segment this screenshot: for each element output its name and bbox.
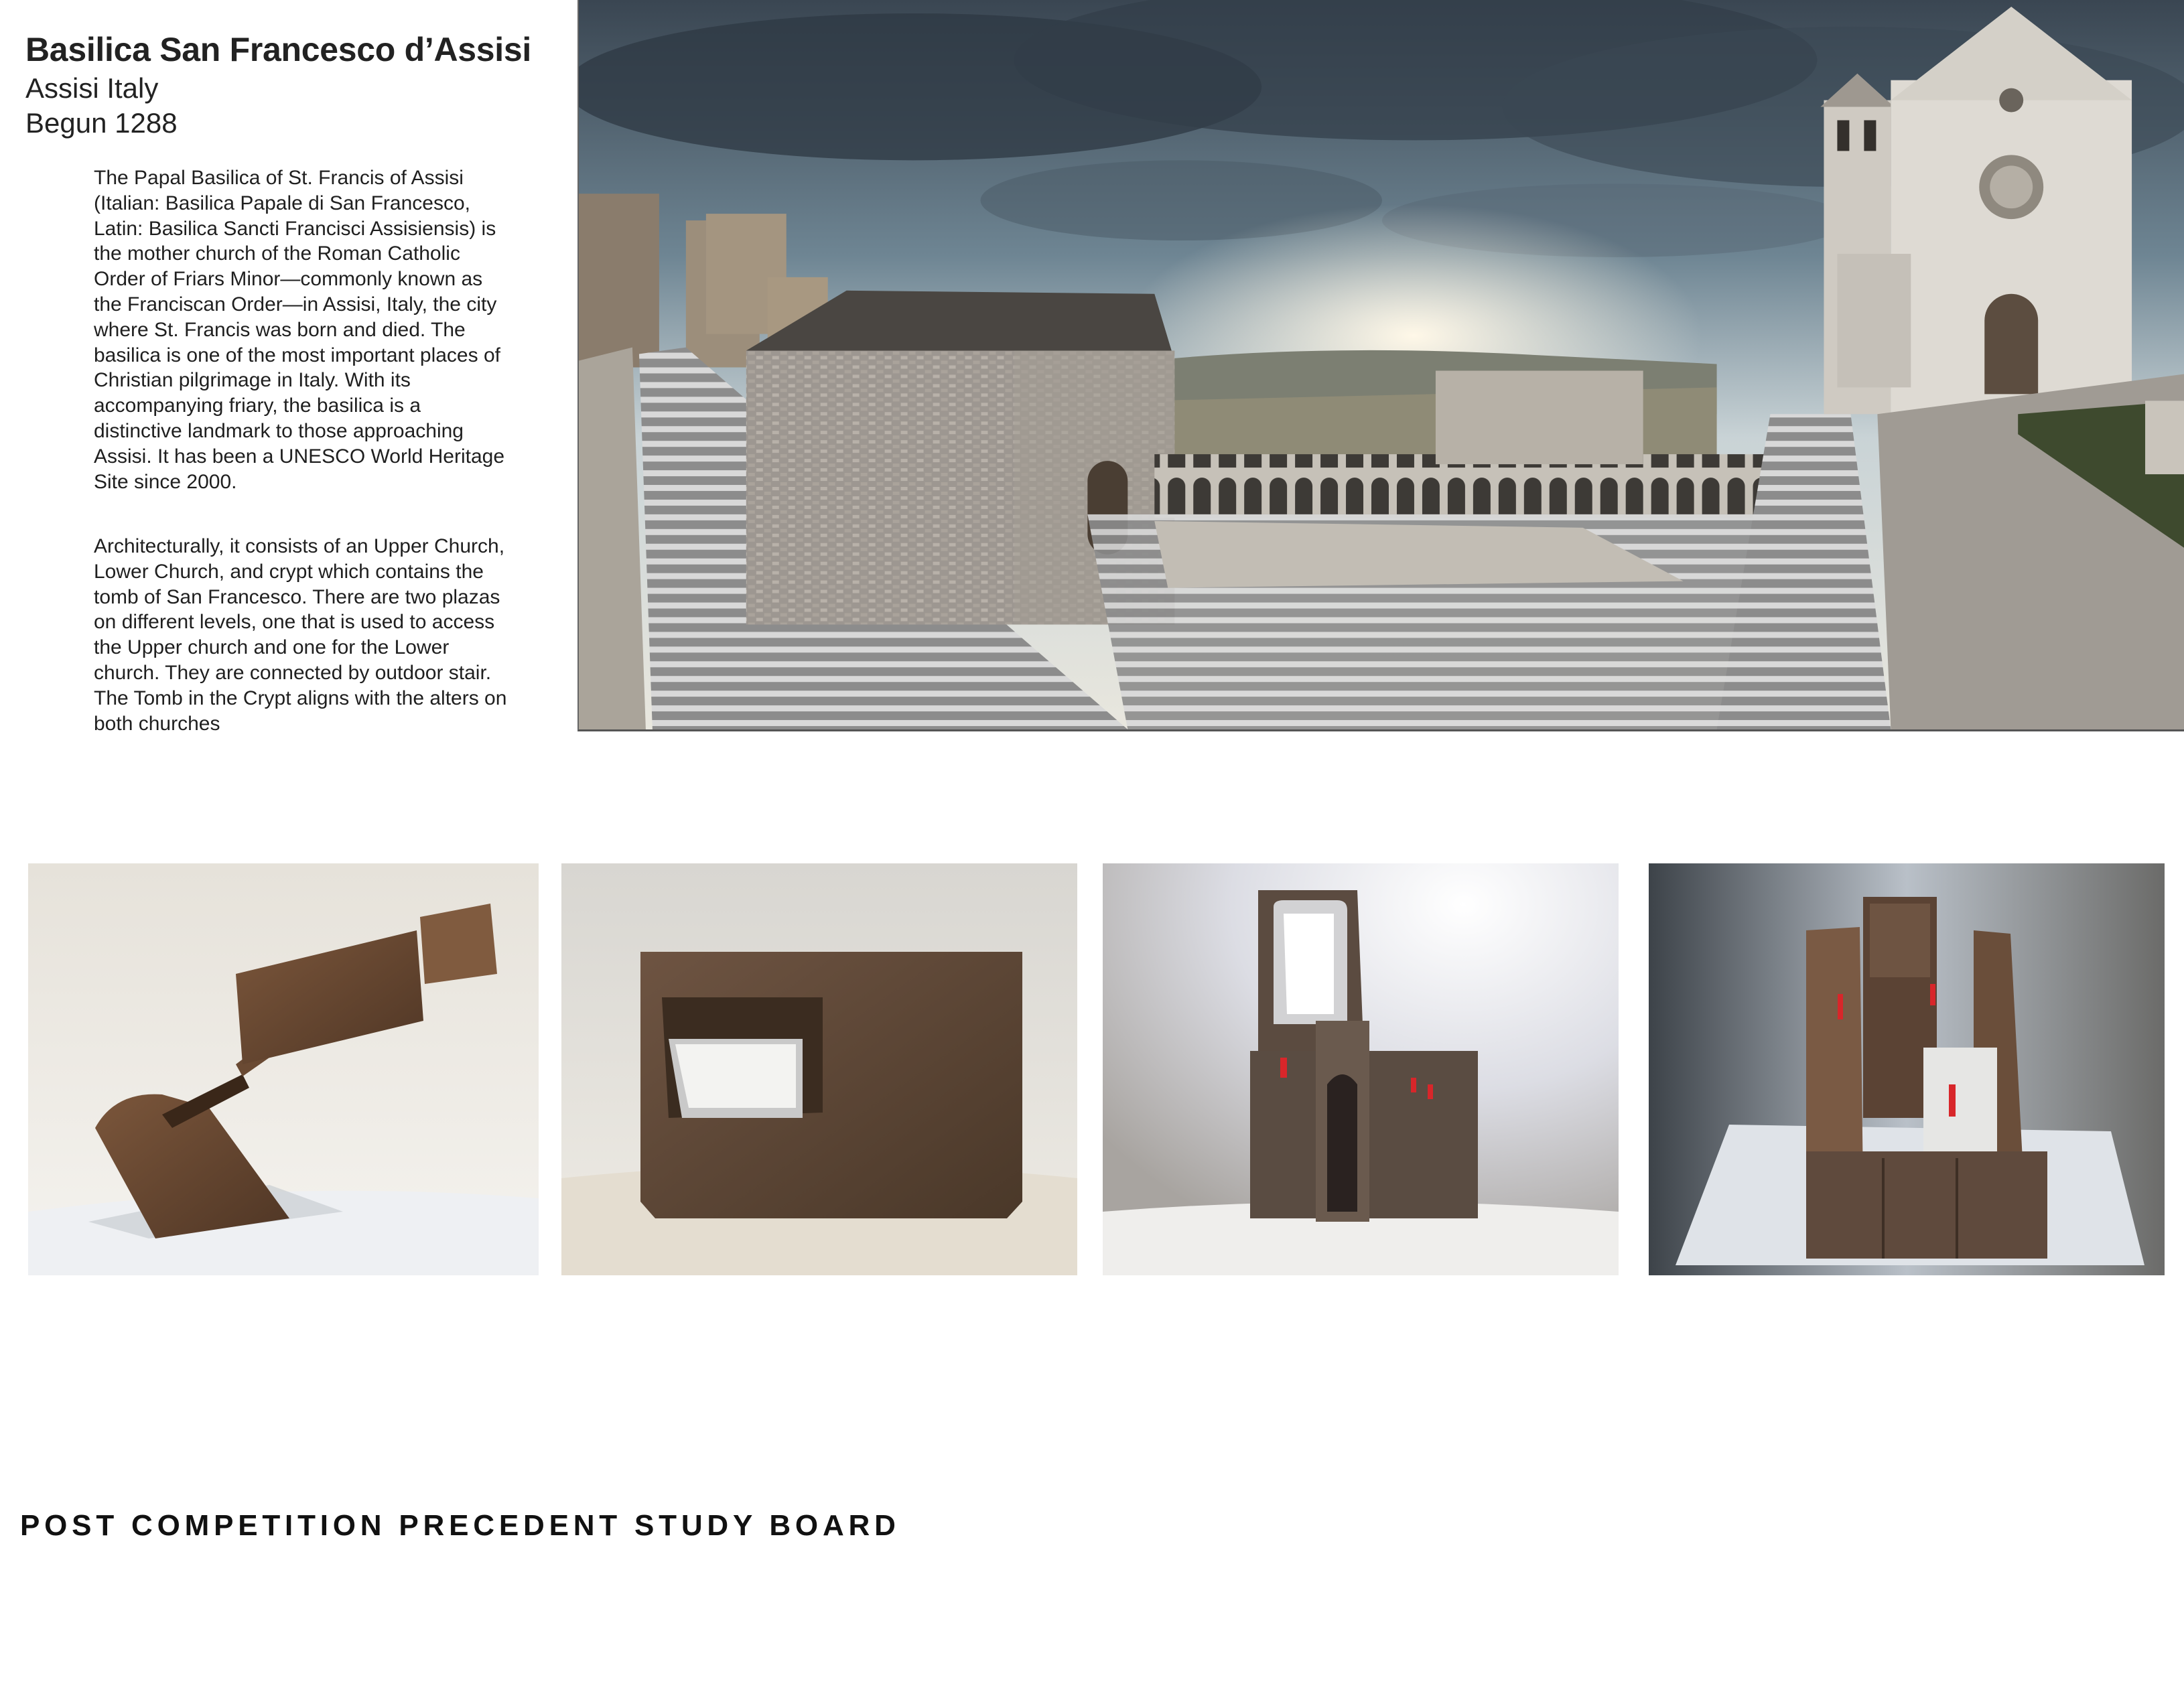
board-footer-label: POST COMPETITION PRECEDENT STUDY BOARD — [20, 1509, 900, 1542]
page-title: Basilica San Francesco d’Assisi — [25, 31, 531, 68]
description-paragraph-1: The Papal Basilica of St. Francis of Assisi (Italian: Basilica Papale di San Francesco, Latin: Basilica Sancti Francisci Assisiensis) is the mother church of the Roman Catholic Order of Friars Minor—commonly known as the Franciscan Order—in Assisi, Italy, the city where St. Francis was born and died. The basilica is one of the most important places of Christian pilgrimage in Italy. With its accompanying friary, the basilica is a distinctive landmark to those approaching Assisi. It has been a UNESCO World Heritage Site since 2000. — [94, 167, 505, 493]
model-photo-angled-section — [28, 863, 539, 1275]
location-subtitle: Assisi Italy — [25, 72, 159, 104]
hero-panorama-photo — [577, 0, 2184, 731]
date-subtitle: Begun 1288 — [25, 107, 178, 139]
model-photo-interior-figures — [1649, 863, 2165, 1275]
model-photo-vertical-section — [1103, 863, 1619, 1275]
model-photo-block-opening — [561, 863, 1077, 1275]
title-block — [25, 28, 548, 141]
description-paragraph-2: Architecturally, it consists of an Upper Church, Lower Church, and crypt which contains the tomb of San Francesco. There are two plazas on different levels, one that is used to access the Upper church and one for the Lower church. They are connected by outdoor stair. The Tomb in the Crypt aligns with the alters on both churches — [94, 535, 507, 735]
